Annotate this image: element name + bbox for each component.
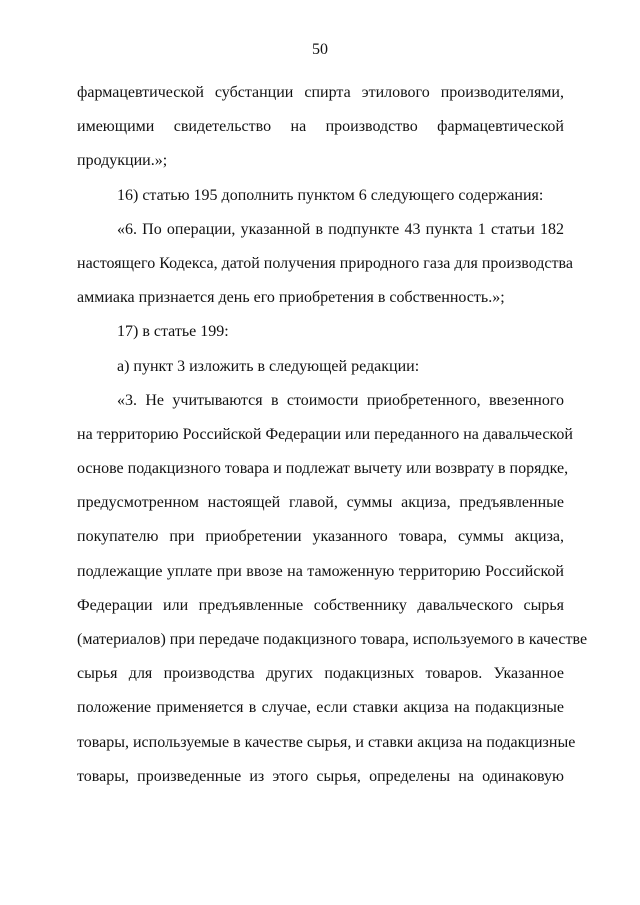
text-line: фармацевтической субстанции спирта этилового производителями, [77, 84, 564, 101]
text-line: на территорию Российской Федерации или переданного на давальческой [77, 425, 573, 443]
text-line: товары, произведенные из этого сырья, определены на одинаковую [77, 767, 564, 785]
text-line: 17) в статье 199: [117, 323, 229, 341]
text-line: 16) статью 195 дополнить пунктом 6 следующего содержания: [117, 186, 544, 204]
text-line: товары, используемые в качестве сырья, и ставки акциза на подакцизные [77, 733, 576, 751]
text-line: подлежащие уплате при ввозе на таможенную территорию Российской [77, 562, 564, 580]
text-line: продукции.»; [77, 152, 168, 170]
text-line: настоящего Кодекса, датой получения природного газа для производства [77, 254, 573, 272]
text-line: имеющими свидетельство на производство фармацевтической [77, 118, 564, 136]
text-line: Федерации или предъявленные собственнику давальческого сырья [77, 596, 564, 614]
text-line: «6. По операции, указанной в подпункте 43 пункта 1 статьи 182 [117, 220, 564, 238]
text-line: сырья для производства других подакцизных товаров. Указанное [77, 665, 564, 683]
text-line: основе подакцизного товара и подлежат вычету или возврату в порядке, [77, 460, 569, 478]
text-line: (материалов) при передаче подакцизного товара, используемого в качестве [77, 631, 588, 648]
text-line: предусмотренном настоящей главой, суммы акциза, предъявленные [77, 494, 564, 512]
page-number: 50 [312, 41, 328, 58]
text-line: положение применяется в случае, если ставки акциза на подакцизные [77, 699, 564, 717]
text-line: аммиака признается день его приобретения в собственность.»; [77, 289, 505, 307]
text-line: а) пункт 3 изложить в следующей редакции: [117, 357, 420, 375]
document-body [77, 76, 588, 794]
text-line: «3. Не учитываются в стоимости приобретенного, ввезенного [117, 391, 564, 409]
text-line: покупателю при приобретении указанного товара, суммы акциза, [77, 528, 564, 546]
